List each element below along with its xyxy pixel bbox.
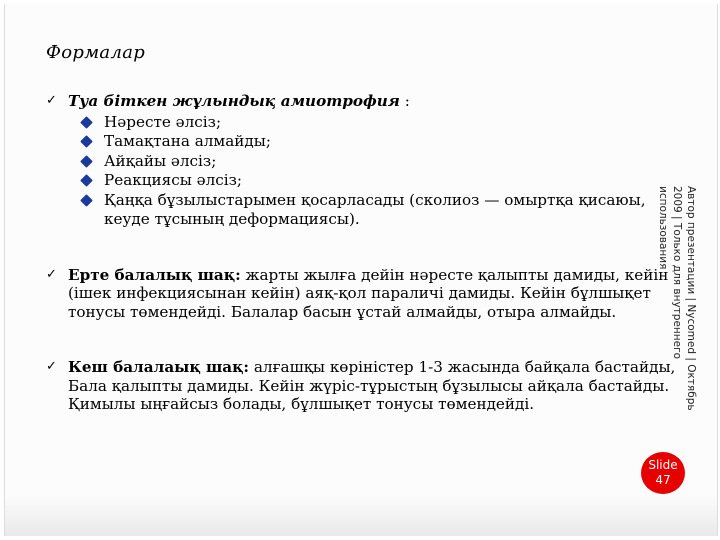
sub-list-item: Нәресте әлсіз; (68, 113, 676, 133)
sub-list-item: Айқайы әлсіз; (68, 152, 676, 172)
sub-list-item: Қаңқа бұзылыстарымен қосарласады (сколиоз — омыртқа қисаюы, кеуде тұсының деформациясы). (68, 191, 676, 230)
diamond-icon (80, 174, 93, 187)
item-suffix: : (399, 92, 410, 110)
item-heading: Ерте балалық шақ: (68, 265, 241, 284)
list-item (46, 358, 676, 414)
diamond-icon (80, 135, 93, 148)
sub-list (68, 113, 676, 230)
slide-number-badge (641, 452, 685, 494)
item-text: алғашқы көріністер 1-3 жасында байқала бастайды, Бала қалыпты дамиды. Кейін жүріс-тұрыстың бұзылысы айқала бастайды. Қимылы ыңғайсыз болады, бұлшықет тонусы төмендейді. (68, 358, 676, 413)
item-heading: Туа біткен жұлындық амиотрофия (68, 92, 400, 110)
slide-title: Формалар (46, 42, 146, 63)
diamond-icon (80, 116, 93, 129)
diamond-icon (80, 194, 93, 207)
check-icon: ✓ (46, 266, 57, 282)
slide-number: 47 (655, 473, 671, 487)
item-text: жарты жылға дейін нәресте қалыпты дамиды, кейін (ішек инфекциясынан кейін) аяқ-қол параличі дамиды. Кейін бұлшықет тонусы төмендейді. Балалар басын ұстай алмайды, отыра алмайды. (68, 265, 669, 321)
diamond-icon (80, 155, 93, 168)
slide-label: Slide (648, 458, 678, 472)
check-icon: ✓ (46, 93, 57, 108)
sub-list-item: Реакциясы әлсіз; (68, 171, 676, 191)
item-heading: Кеш балалаық шақ: (68, 358, 250, 376)
list-item (46, 92, 676, 230)
check-icon: ✓ (46, 359, 57, 374)
sub-list-item: Тамақтана алмайды; (68, 132, 676, 152)
list-item (46, 266, 676, 322)
vertical-footer-note: Автор презентации | Nycomed | Октябрь 2009 | Только для внутреннего использования (657, 186, 697, 411)
slide-content (46, 92, 676, 414)
